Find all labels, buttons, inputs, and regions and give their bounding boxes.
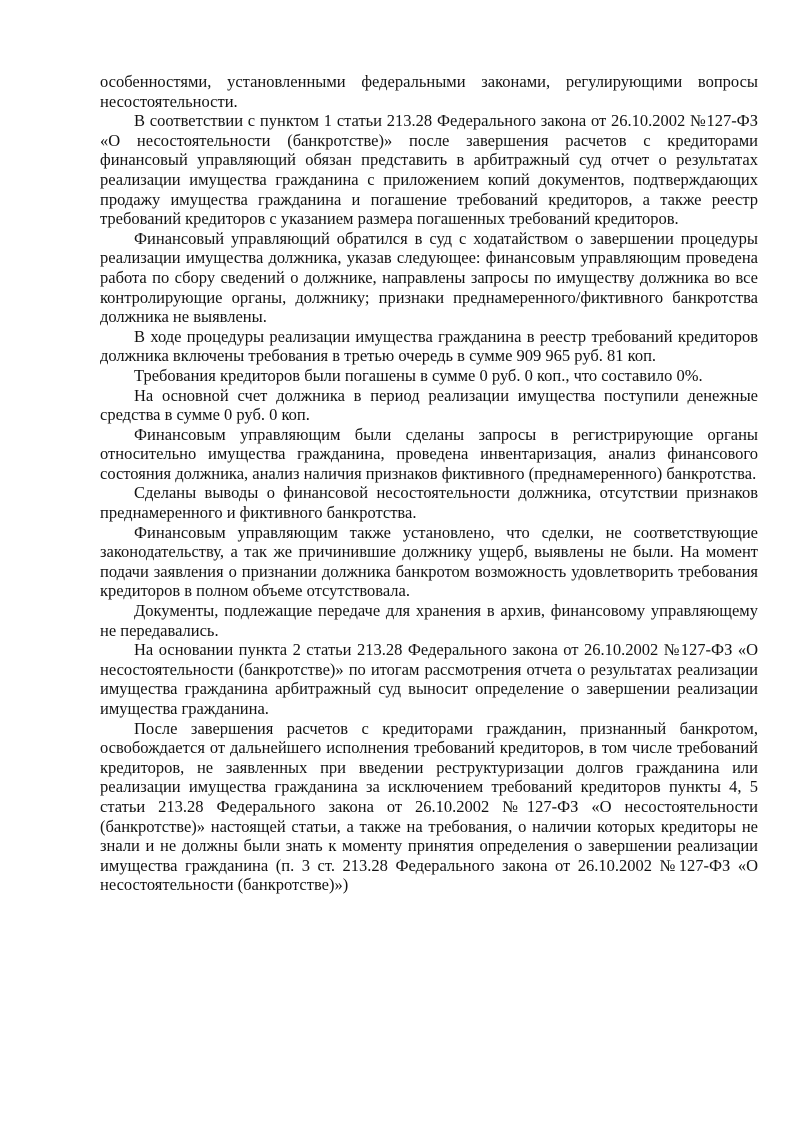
document-page bbox=[100, 72, 758, 895]
paragraph: Финансовый управляющий обратился в суд с ходатайством о завершении процедуры реализации имущества должника, указав следующее: финансовым управляющим проведена работа по сбору сведений о должнике, направлены запросы по имуществу должника во все контролирующие органы, должнику; признаки преднамеренного/фиктивного банкротства должника не выявлены. bbox=[100, 228, 758, 327]
paragraph: Финансовым управляющим были сделаны запросы в регистрирующие органы относительно имущества гражданина, проведена инвентаризация, анализ финансового состояния должника, анализ наличия признаков фиктивного (преднамеренного) банкротства. bbox=[100, 424, 758, 483]
paragraph: В соответствии с пунктом 1 статьи 213.28 Федерального закона от 26.10.2002 №127-ФЗ «О несостоятельности (банкротстве)» после завершения расчетов с кредиторами финансовый управляющий обязан представить в арбитражный суд отчет о результатах реализации имущества гражданина с приложением копий документов, подтверждающих продажу имущества гражданина и погашение требований кредиторов, а также реестр требований кредиторов с указанием размера погашенных требований кредиторов. bbox=[100, 111, 758, 229]
paragraph: После завершения расчетов с кредиторами гражданин, признанный банкротом, освобождается от дальнейшего исполнения требований кредиторов, в том числе требований кредиторов, не заявленных при введении реструктуризации долгов гражданина или реализации имущества гражданина за исключением требований кредиторов пункты 4, 5 статьи 213.28 Федерального закона от 26.10.2002 №127-ФЗ «О несостоятельности (банкротстве)» настоящей статьи, а также на требования, о наличии которых кредиторы не знали и не должны были знать к моменту принятия определения о завершении реализации имущества гражданина (п. 3 ст. 213.28 Федерального закона от 26.10.2002 №127-ФЗ «О несостоятельности (банкротстве)») bbox=[100, 718, 758, 895]
paragraph: Финансовым управляющим также установлено, что сделки, не соответствующие законодательству, а так же причинившие должнику ущерб, выявлены не были. На момент подачи заявления о признании должника банкротом возможность удовлетворить требования кредиторов в полном объеме отсутствовала. bbox=[100, 522, 758, 601]
paragraph: На основной счет должника в период реализации имущества поступили денежные средства в сумме 0 руб. 0 коп. bbox=[100, 385, 758, 425]
paragraph: Требования кредиторов были погашены в сумме 0 руб. 0 коп., что составило 0%. bbox=[134, 365, 703, 385]
paragraph: В ходе процедуры реализации имущества гражданина в реестр требований кредиторов должника включены требования в третью очередь в сумме 909 965 руб. 81 коп. bbox=[100, 326, 758, 366]
paragraph: Сделаны выводы о финансовой несостоятельности должника, отсутствии признаков преднамеренного и фиктивного банкротства. bbox=[100, 483, 758, 523]
paragraph: особенностями, установленными федеральными законами, регулирующими вопросы несостоятельности. bbox=[100, 72, 758, 111]
paragraph: Документы, подлежащие передаче для хранения в архив, финансовому управляющему не передавались. bbox=[100, 601, 758, 640]
paragraph: На основании пункта 2 статьи 213.28 Федерального закона от 26.10.2002 №127-ФЗ «О несостоятельности (банкротстве)» по итогам рассмотрения отчета о результатах реализации имущества гражданина арбитражный суд выносит определение о завершении реализации имущества гражданина. bbox=[100, 640, 758, 718]
